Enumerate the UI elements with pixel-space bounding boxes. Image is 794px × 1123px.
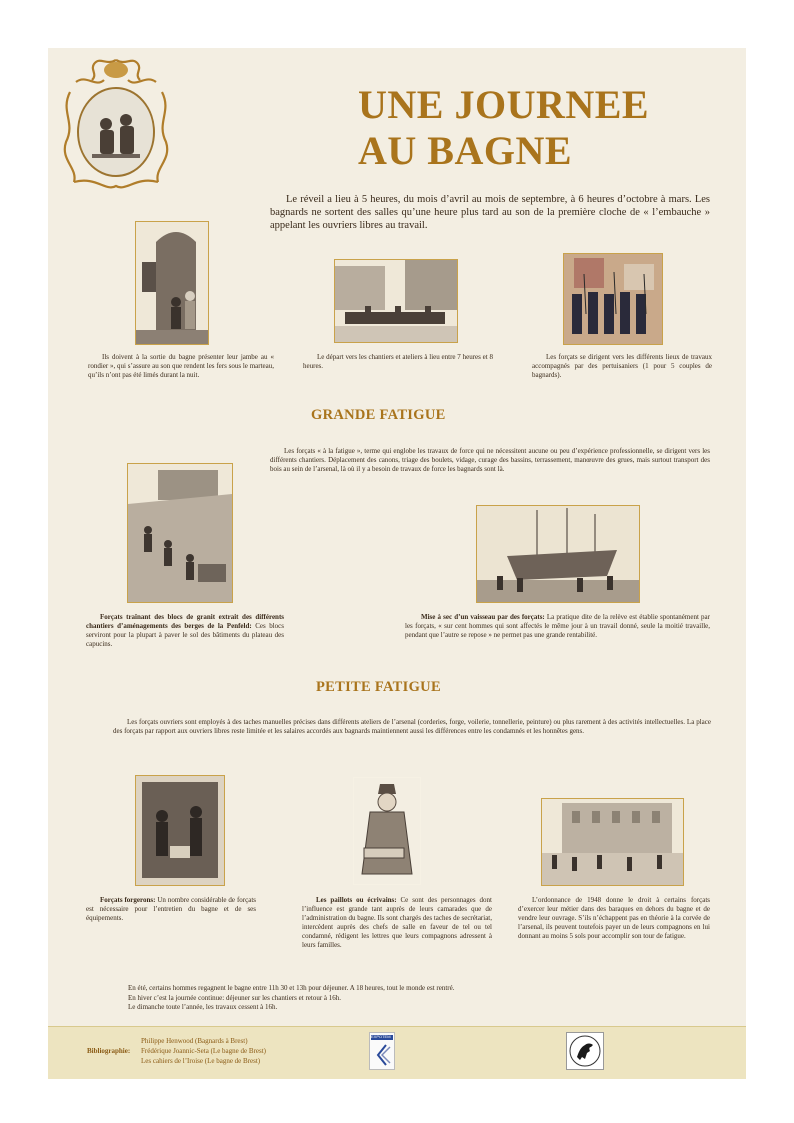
intro-paragraph: Le réveil a lieu à 5 heures, du mois d’avril au mois de septembre, à 6 heures d’octobre à mars. Les bagnards ne sortent des salles qu’une heure plus tard au son de la première cloche de « l’embauche » appelant les ouvriers libres au travail. — [270, 194, 710, 231]
section-heading-grande-fatigue: GRANDE FATIGUE — [311, 407, 446, 423]
illustration-depart — [334, 259, 458, 343]
illustration-blocs-granit — [127, 463, 233, 603]
caption-ecrivains-bold: Les paillots ou écrivains: — [316, 896, 397, 904]
caption-ecrivains-text: Ce sont des personnages dont l’influence est grande tant auprès de leurs camarades que de l’administration du bagne. Ils sont chargés des taches de secrétariat, intercèdent auprès des chefs de salle en faveur de tel ou tel condamné, rédigent les lettres que leurs compagnons adressent à leurs familles. — [302, 896, 492, 949]
illustration-rondier — [135, 221, 209, 345]
caption-ordonnance: L’ordonnance de 1948 donne le droit à certains forçats d’exercer leur métier dans des baraques en dehors du bagne et de vendre leur ouvrage. S’ils n’échappent pas en théorie à la corvée de l’arsenal, ils peuvent toutefois payer un de leurs compagnons en lui donnant au moins 5 sols pour accomplir son tour de fatigue. — [518, 896, 710, 940]
ornamental-cartouche — [56, 52, 176, 194]
caption-vaisseau-bold: Mise à sec d’un vaisseau par des forçats: — [421, 613, 545, 621]
caption-vaisseau — [405, 613, 710, 640]
illustration-baraques — [541, 798, 684, 886]
petite-fatigue-text: Les forçats ouvriers sont employés à des taches manuelles précises dans différents ateliers de l’arsenal (corderies, forge, voilerie, tonnellerie, peinture) ou plus rarement à des activités intellectuelles. La place des forçats par rapport aux ouvriers libres reste limitée et les salaires accordés aux bagnards maintiennent aussi les différences entre les condamnés et les honnêtes gens. — [113, 718, 711, 735]
closing-line-2: En hiver c’est la journée continue: déjeuner sur les chantiers et retour à 16h. — [128, 993, 342, 1002]
caption-rondier: Ils doivent à la sortie du bagne présenter leur jambe au « rondier », qui s’assure au son que rendent les fers sous le marteau, qu’ils n’ont pas été limés durant la nuit. — [88, 353, 274, 379]
page-title — [358, 82, 649, 174]
illustration-ecrivain — [353, 777, 421, 885]
horse-emblem-logo — [566, 1032, 604, 1070]
title-line-1: UNE JOURNEE — [358, 82, 650, 127]
caption-forgerons-bold: Forçats forgerons: — [100, 896, 156, 904]
caption-ecrivains — [302, 896, 492, 950]
section-heading-petite-fatigue: PETITE FATIGUE — [316, 679, 441, 695]
illustration-forgerons — [135, 775, 225, 886]
illustration-pertuisaniers — [563, 253, 663, 345]
bibliography-list — [141, 1036, 266, 1066]
expotem-logo-text: EXPOTEM — [371, 1034, 391, 1039]
illustration-vaisseau — [476, 505, 640, 603]
closing-line-1: En été, certains hommes regagnent le bagne entre 11h 30 et 13h pour déjeuner. A 18 heures, tout le monde est rentré. — [128, 984, 455, 992]
bibliography-ref-3: Les cahiers de l’Iroise (Le bagne de Brest) — [141, 1057, 261, 1065]
bibliography-ref-1: Philippe Henwood (Bagnards à Brest) — [141, 1037, 248, 1045]
caption-blocs-granit — [86, 613, 284, 649]
bibliography-label: Bibliographie: — [87, 1047, 131, 1055]
grande-fatigue-text: Les forçats « à la fatigue », terme qui englobe les travaux de force qui ne nécessitent aucune ou peu d’expérience professionnelle, se dirigent vers les différents chantiers. Déplacement des canons, triage des boulets, vidage, curage des bassins, terrassement, manœuvre des grues, mais surtout transport des bois au sein de l’arsenal, là où il y a besoin de travaux de force les bagnards sont là. — [270, 447, 710, 473]
caption-blocs-granit-text: Ces blocs serviront pour la plupart à paver le sol des bâtiments du plateau des capucins. — [86, 622, 284, 648]
caption-forgerons — [86, 896, 256, 923]
caption-vaisseau-text: La pratique dite de la relève est établie spontanément par les forçats, « sur cent hommes qui sont affectés le même jour à un travail donné, seule la moitié travaille, pendant que l’autre se repose » ne permet pas une grande rentabilité. — [405, 613, 710, 639]
caption-pertuisaniers: Les forçats se dirigent vers les différents lieux de travaux accompagnés par des pertuisaniers (1 pour 5 couples de bagnards). — [532, 353, 712, 379]
caption-forgerons-text: Un nombre considérable de forçats est nécessaire pour l’entretien du bagne et de ses équipements. — [86, 896, 256, 922]
title-line-2: AU BAGNE — [358, 128, 573, 173]
caption-depart: Le départ vers les chantiers et ateliers à lieu entre 7 heures et 8 heures. — [303, 353, 493, 370]
caption-blocs-granit-bold: Forçats traînant des blocs de granit extrait des différents chantiers d’aménagements des berges de la Penfeld: — [86, 613, 284, 630]
expotem-logo — [369, 1032, 395, 1070]
closing-line-3: Le dimanche toute l’année, les travaux cessent à 16h. — [128, 1003, 278, 1011]
closing-text — [128, 984, 455, 1013]
bibliography-ref-2: Frédérique Joannic-Seta (Le bagne de Brest) — [141, 1047, 266, 1055]
